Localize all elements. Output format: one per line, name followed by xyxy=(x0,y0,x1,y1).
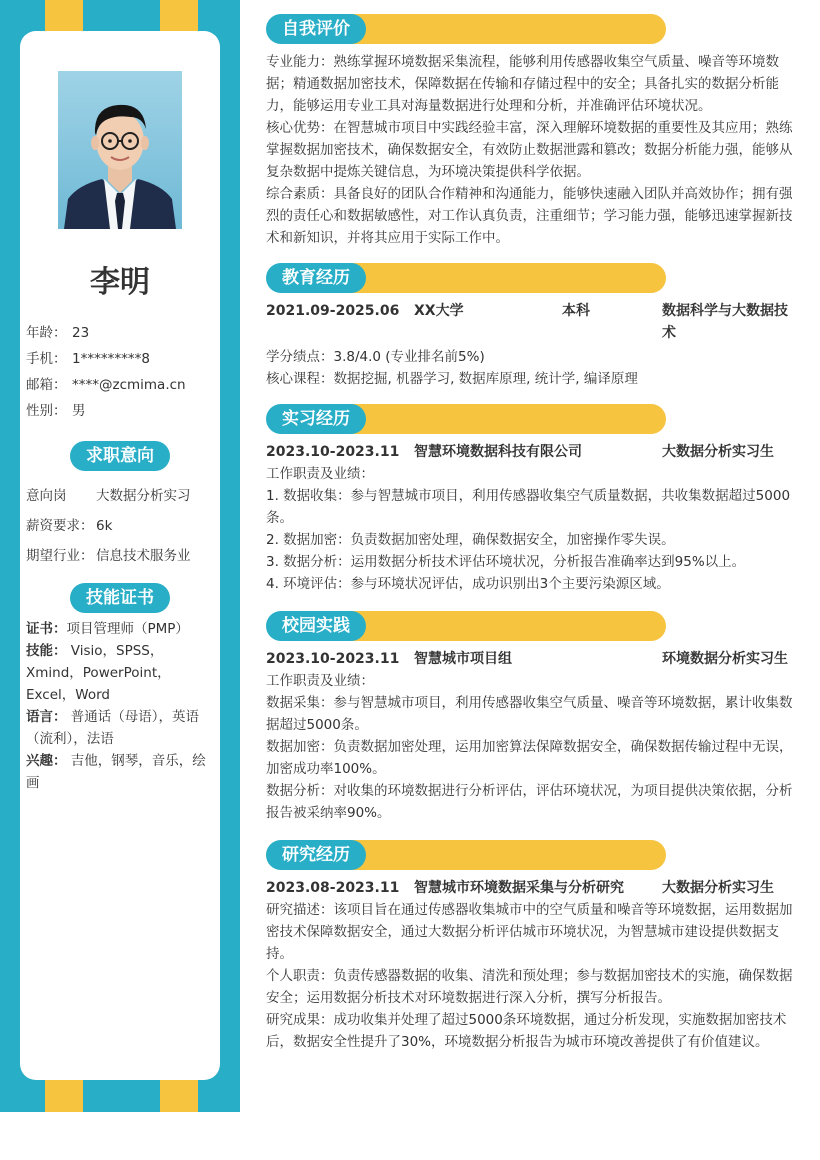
internship-company: 智慧环境数据科技有限公司 xyxy=(414,444,582,460)
info-value: 1*********8 xyxy=(72,351,150,367)
education-period: 2021.09-2025.06 xyxy=(266,303,400,319)
intent-salary xyxy=(26,511,216,541)
intent-label: 期望行业： xyxy=(26,548,94,564)
info-age xyxy=(26,320,216,346)
campus-practice xyxy=(266,648,796,824)
education-major: 数据科学与大数据技术 xyxy=(662,303,788,341)
section-title: 研究经历 xyxy=(266,840,366,870)
skill-value: 吉他，钢琴，音乐，绘画 xyxy=(26,753,206,791)
skill-language xyxy=(26,706,216,750)
skill-certificate xyxy=(26,618,216,640)
skills-list xyxy=(26,618,216,794)
info-value: 23 xyxy=(72,325,90,341)
education-entry xyxy=(266,300,796,341)
internship-detail: 工作职责及业绩： xyxy=(266,466,374,482)
intent-title: 求职意向 xyxy=(70,441,170,471)
education-degree: 本科 xyxy=(562,303,590,319)
candidate-name: 李明 xyxy=(90,265,150,300)
skill-label: 技能： xyxy=(26,643,67,659)
research-period: 2023.08-2023.11 xyxy=(266,880,400,896)
info-label: 性别： xyxy=(26,403,67,419)
research-detail: 研究描述：该项目旨在通过传感器收集城市中的空气质量和噪音等环境数据，运用数据加密技术保障数据安全，通过大数据分析评估城市环境状况，为智慧城市建设提供数据支持。 xyxy=(266,902,793,962)
internship-detail: 2. 数据加密：负责数据加密处理，确保数据安全，加密操作零失误。 xyxy=(266,532,675,548)
intent-value: 信息技术服务业 xyxy=(96,548,191,564)
intent-label: 薪资要求： xyxy=(26,518,94,534)
section-title: 实习经历 xyxy=(266,404,366,434)
profile-photo xyxy=(58,71,182,229)
info-label: 手机： xyxy=(26,351,67,367)
research xyxy=(266,877,796,1053)
skill-value: 项目管理师（PMP） xyxy=(66,621,189,637)
portrait-image xyxy=(58,71,182,229)
info-label: 邮箱： xyxy=(26,377,67,393)
internship-entry xyxy=(266,441,796,463)
info-label: 年龄： xyxy=(26,325,67,341)
info-email xyxy=(26,372,216,398)
sidebar xyxy=(0,0,240,1112)
skill-tools xyxy=(26,640,216,706)
skill-label: 语言： xyxy=(26,709,67,725)
education-school: XX大学 xyxy=(414,303,464,319)
skills-title: 技能证书 xyxy=(70,583,170,613)
basic-info xyxy=(26,320,216,424)
section-header-self xyxy=(266,14,666,44)
intent-label: 意向岗 xyxy=(26,488,67,504)
internship-detail: 1. 数据收集：参与智慧城市项目，利用传感器收集空气质量数据，共收集数据超过5000条。 xyxy=(266,488,791,526)
campus-org: 智慧城市项目组 xyxy=(414,651,512,667)
info-phone xyxy=(26,346,216,372)
self-evaluation xyxy=(266,51,796,249)
campus-entry xyxy=(266,648,796,670)
skill-value: 普通话（母语），英语（流利），法语 xyxy=(26,709,200,747)
skill-label: 证书： xyxy=(26,621,67,637)
section-header-internship xyxy=(266,404,666,434)
self-paragraph: 综合素质：具备良好的团队合作精神和沟通能力，能够快速融入团队并高效协作；拥有强烈的责任心和数据敏感性，对工作认真负责，注重细节；学习能力强，能够迅速掌握新技术和新知识，并将其应用于实际工作中。 xyxy=(266,186,793,246)
campus-detail: 数据分析：对收集的环境数据进行分析评估，评估环境状况，为项目提供决策依据，分析报告被采纳率90%。 xyxy=(266,783,793,821)
internship-detail: 4. 环境评估：参与环境状况评估，成功识别出3个主要污染源区域。 xyxy=(266,576,670,592)
internship-detail: 3. 数据分析：运用数据分析技术评估环境状况，分析报告准确率达到95%以上。 xyxy=(266,554,746,570)
intent-industry xyxy=(26,541,216,571)
education-detail: 学分绩点：3.8/4.0 (专业排名前5%) xyxy=(266,349,485,365)
section-title: 校园实践 xyxy=(266,611,366,641)
campus-period: 2023.10-2023.11 xyxy=(266,651,400,667)
profile-card xyxy=(20,31,220,1080)
skill-hobby xyxy=(26,750,216,794)
research-entry xyxy=(266,877,796,899)
info-value: ****@zcmima.cn xyxy=(72,377,186,393)
skill-value: Visio，SPSS，Xmind，PowerPoint，Excel，Word xyxy=(26,643,171,703)
research-project: 智慧城市环境数据采集与分析研究 xyxy=(414,880,624,896)
job-intent xyxy=(26,481,216,571)
internship xyxy=(266,441,796,595)
education xyxy=(266,300,796,390)
campus-detail: 数据采集：参与智慧城市项目，利用传感器收集空气质量、噪音等环境数据，累计收集数据超过5000条。 xyxy=(266,695,793,733)
campus-role: 环境数据分析实习生 xyxy=(662,651,788,667)
self-paragraph: 专业能力：熟练掌握环境数据采集流程，能够利用传感器收集空气质量、噪音等环境数据；精通数据加密技术，保障数据在传输和存储过程中的安全；具备扎实的数据分析能力，能够运用专业工具对海量数据进行处理和分析，并准确评估环境状况。 xyxy=(266,54,779,114)
section-header-research xyxy=(266,840,666,870)
research-role: 大数据分析实习生 xyxy=(662,880,774,896)
info-gender xyxy=(26,398,216,424)
internship-role: 大数据分析实习生 xyxy=(662,444,774,460)
internship-period: 2023.10-2023.11 xyxy=(266,444,400,460)
self-paragraph: 核心优势：在智慧城市项目中实践经验丰富，深入理解环境数据的重要性及其应用；熟练掌握数据加密技术，确保数据安全，有效防止数据泄露和篡改；数据分析能力强，能够从复杂数据中提炼关键信息，为环境决策提供科学依据。 xyxy=(266,120,793,180)
section-header-education xyxy=(266,263,666,293)
research-detail: 研究成果：成功收集并处理了超过5000条环境数据，通过分析发现，实施数据加密技术后，数据安全性提升了30%，环境数据分析报告为城市环境改善提供了有价值建议。 xyxy=(266,1012,787,1050)
intent-value: 大数据分析实习 xyxy=(96,488,191,504)
skill-label: 兴趣： xyxy=(26,753,67,769)
campus-detail: 工作职责及业绩： xyxy=(266,673,374,689)
intent-value: 6k xyxy=(96,518,113,534)
section-title: 自我评价 xyxy=(266,14,366,44)
section-header-campus xyxy=(266,611,666,641)
research-detail: 个人职责：负责传感器数据的收集、清洗和预处理；参与数据加密技术的实施，确保数据安全；运用数据分析技术对环境数据进行深入分析，撰写分析报告。 xyxy=(266,968,793,1006)
section-title: 教育经历 xyxy=(266,263,366,293)
education-detail: 核心课程：数据挖掘, 机器学习, 数据库原理, 统计学, 编译原理 xyxy=(266,371,638,387)
info-value: 男 xyxy=(72,403,86,419)
intent-position xyxy=(26,481,216,511)
campus-detail: 数据加密：负责数据加密处理，运用加密算法保障数据安全，确保数据传输过程中无误，加密成功率100%。 xyxy=(266,739,793,777)
